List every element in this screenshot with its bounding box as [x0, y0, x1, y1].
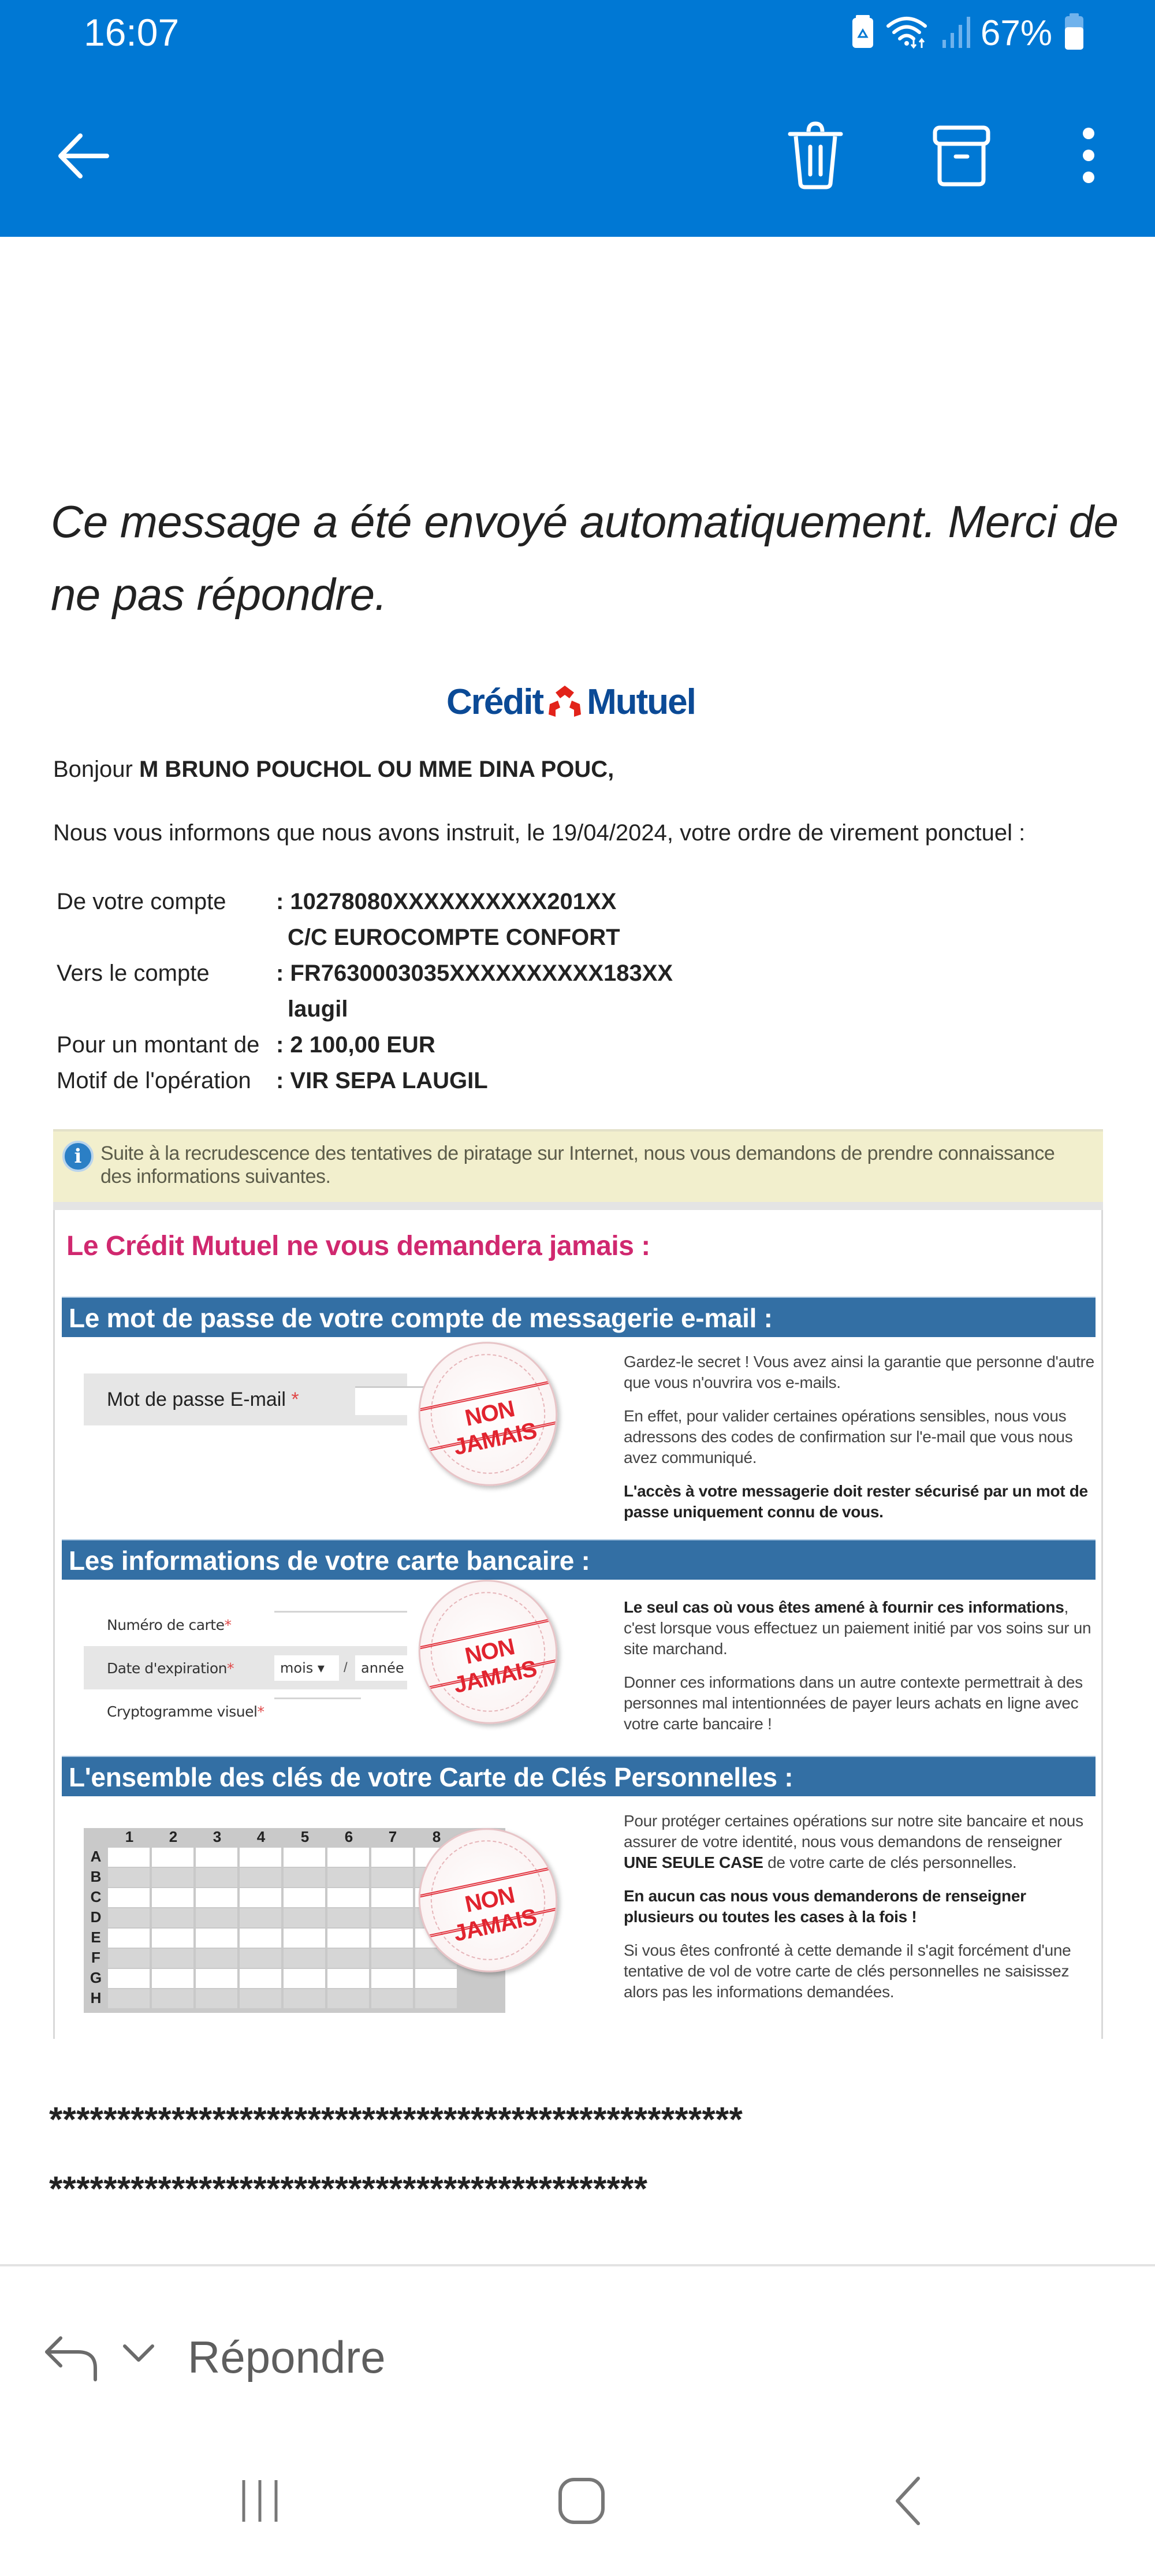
- reply-options-dropdown[interactable]: [121, 2342, 156, 2367]
- grid-cell: [152, 1908, 193, 1927]
- section-text-bank-card: Le seul cas où vous êtes amené à fournir ces informations, c'est lorsque vous effectuez un paiement initié par vos soins sur un site marchand. Donner ces informations dans un autre contexte permettrait à des personnes mal intentionnées de payer leurs achats en ligne avec votre carte bancaire !: [624, 1598, 1091, 1733]
- detail-value: : 10278080XXXXXXXXXX201XX: [276, 889, 617, 914]
- auto-message-notice: Ce message a été envoyé automatiquement. Merci de ne pas répondre.: [51, 496, 1119, 620]
- grid-cell: [327, 1969, 369, 1988]
- grid-column-label: 1: [125, 1828, 134, 1845]
- grid-cell: [371, 1949, 413, 1968]
- grid-row-label: C: [90, 1888, 102, 1905]
- more-vertical-icon: [1077, 124, 1100, 188]
- cvv-input: [274, 1698, 361, 1724]
- grid-cell: [327, 1848, 369, 1867]
- grid-cell: [327, 1908, 369, 1927]
- detail-label: Vers le compte: [57, 961, 210, 986]
- never-ask-title: Le Crédit Mutuel ne vous demandera jamais :: [66, 1231, 650, 1261]
- archive-icon: [933, 124, 990, 188]
- grid-row-label: G: [90, 1969, 102, 1986]
- grid-cell: [152, 1949, 193, 1968]
- grid-cell: [152, 1888, 193, 1907]
- section-heading-key-card: L'ensemble des clés de votre Carte de Clés Personnelles :: [62, 1756, 1096, 1796]
- grid-cell: [327, 1868, 369, 1887]
- grid-cell: [371, 1929, 413, 1948]
- battery-icon: [1063, 13, 1086, 53]
- grid-cell: [196, 1989, 237, 2008]
- detail-value: : FR7630003035XXXXXXXXXX183XX: [276, 961, 673, 986]
- grid-row-label: E: [91, 1929, 101, 1946]
- grid-column-label: 5: [300, 1828, 310, 1845]
- grid-row-label: B: [90, 1868, 102, 1885]
- email-body[interactable]: [0, 237, 1155, 2264]
- detail-sub: C/C EUROCOMPTE CONFORT: [288, 925, 620, 950]
- grid-cell: [371, 1989, 413, 2008]
- detail-label: Pour un montant de: [57, 1032, 260, 1058]
- status-time: 16:07: [84, 11, 180, 54]
- detail-row-from: [57, 884, 673, 920]
- greeting: [53, 757, 614, 783]
- grid-cell: [152, 1929, 193, 1948]
- system-back-button[interactable]: [866, 2460, 947, 2541]
- grid-cell: [196, 1888, 237, 1907]
- greeting-prefix: Bonjour: [53, 757, 133, 782]
- expiry-year-select: année: [355, 1655, 419, 1681]
- notice-text: Suite à la recrudescence des tentatives de piratage sur Internet, nous vous demandons de prendre connaissance des informations suivantes.: [100, 1142, 1055, 1188]
- security-infographic: [53, 1129, 1103, 2039]
- chevron-down-icon: [121, 2342, 156, 2365]
- grid-cell: [240, 1949, 281, 1968]
- grid-cell: [284, 1969, 325, 1988]
- bank-card-form: [84, 1603, 407, 1741]
- grid-cell: [371, 1848, 413, 1867]
- grid-cell: [284, 1989, 325, 2008]
- grid-cell: [196, 1929, 237, 1948]
- system-navigation-bar: [0, 2414, 1155, 2576]
- detail-label: De votre compte: [57, 889, 226, 914]
- email-password-label: Mot de passe E-mail *: [107, 1388, 299, 1410]
- grid-cell: [284, 1949, 325, 1968]
- grid-cell: [152, 1969, 193, 1988]
- reply-icon: [43, 2336, 101, 2382]
- grid-cell: [108, 1949, 150, 1968]
- grid-cell: [371, 1888, 413, 1907]
- separator-asterisks: ********************************************: [49, 2169, 648, 2208]
- delete-button[interactable]: [781, 116, 850, 196]
- battery-percent: 67%: [980, 13, 1052, 53]
- grid-column-label: 8: [432, 1828, 441, 1845]
- cvv-row: Cryptogramme visuel*: [84, 1689, 407, 1733]
- detail-label: Motif de l'opération: [57, 1068, 251, 1093]
- grid-cell: [196, 1848, 237, 1867]
- grid-column-label: 7: [388, 1828, 397, 1845]
- reply-bar: [0, 2264, 1155, 2403]
- grid-cell: [108, 1989, 150, 2008]
- detail-row-amount: [57, 1027, 673, 1063]
- grid-column-label: 3: [213, 1828, 222, 1845]
- section-heading-email-password: Le mot de passe de votre compte de messagerie e-mail :: [62, 1297, 1096, 1337]
- grid-cell: [108, 1888, 150, 1907]
- email-password-input: [355, 1386, 424, 1415]
- logo-triskel-icon: [547, 684, 582, 719]
- grid-cell: [108, 1929, 150, 1948]
- grid-cell: [284, 1868, 325, 1887]
- grid-row-label: D: [90, 1908, 102, 1926]
- back-button[interactable]: [49, 116, 118, 196]
- grid-cell: [108, 1908, 150, 1927]
- grid-cell: [196, 1868, 237, 1887]
- grid-column-label: 2: [169, 1828, 178, 1845]
- expiry-date-row: Date d'expiration* mois ▾ / année: [84, 1646, 407, 1689]
- grid-cell: [152, 1868, 193, 1887]
- grid-row-label: A: [90, 1848, 102, 1865]
- grid-cell: [327, 1929, 369, 1948]
- grid-cell: [196, 1969, 237, 1988]
- arrow-left-icon: [55, 130, 113, 182]
- grid-cell: [196, 1908, 237, 1927]
- security-notice: [53, 1129, 1103, 1210]
- info-icon: i: [62, 1141, 94, 1172]
- grid-cell: [108, 1848, 150, 1867]
- grid-cell: [108, 1969, 150, 1988]
- card-number-input: [274, 1611, 407, 1637]
- credit-mutuel-logo: [446, 679, 695, 725]
- grid-cell: [284, 1908, 325, 1927]
- battery-saver-icon: [851, 15, 874, 51]
- grid-cell: [240, 1868, 281, 1887]
- grid-cell: [240, 1888, 281, 1907]
- non-jamais-stamp: NON JAMAIS: [405, 1329, 571, 1499]
- home-icon: [556, 2475, 608, 2527]
- grid-cell: [371, 1908, 413, 1927]
- app-header: [0, 0, 1155, 237]
- grid-row-label: F: [91, 1949, 100, 1966]
- grid-cell: [196, 1949, 237, 1968]
- logo-text-left: Crédit: [446, 682, 543, 722]
- more-options-button[interactable]: [1054, 116, 1123, 196]
- recent-apps-icon: [237, 2478, 283, 2524]
- transfer-details: [57, 884, 673, 1099]
- archive-button[interactable]: [927, 116, 996, 196]
- expiry-month-select: mois ▾: [274, 1655, 339, 1681]
- grid-cell: [284, 1848, 325, 1867]
- grid-cell: [240, 1848, 281, 1867]
- grid-cell: [327, 1949, 369, 1968]
- reply-label[interactable]: Répondre: [188, 2332, 386, 2383]
- detail-value: : 2 100,00 EUR: [276, 1032, 435, 1058]
- detail-sub: laugil: [288, 996, 348, 1022]
- back-icon: [889, 2475, 924, 2527]
- detail-value: : VIR SEPA LAUGIL: [276, 1068, 488, 1093]
- grid-cell: [327, 1888, 369, 1907]
- grid-cell: [240, 1908, 281, 1927]
- customer-name: M BRUNO POUCHOL OU MME DINA POUC,: [139, 757, 614, 782]
- wifi-icon: [885, 14, 931, 52]
- grid-column-label: 6: [344, 1828, 353, 1845]
- non-jamais-stamp: NON JAMAIS: [405, 1567, 571, 1737]
- grid-cell: [152, 1989, 193, 2008]
- grid-cell: [240, 1969, 281, 1988]
- separator-asterisks: ***************************************************: [49, 2100, 743, 2139]
- section-text-email-password: Gardez-le secret ! Vous avez ainsi la garantie que personne d'autre que vous n'ouvrira vos e-mails. En effet, pour valider certaines opérations sensibles, nous vous adressons des codes de confirmation sur l'e-mail que vous nous avez communiqué. L'accès à votre messagerie doit rester sécurisé par un mot de passe uniquement connu de vous.: [624, 1353, 1094, 1521]
- grid-cell: [240, 1989, 281, 2008]
- grid-cell: [284, 1888, 325, 1907]
- section-text-key-card: Pour protéger certaines opérations sur notre site bancaire et nous assurer de votre identité, nous vous demandons de renseigner UNE SEULE CASE de votre carte de clés personnelles. En aucun cas nous vous demanderons de renseigner plusieurs ou toutes les cases à la fois ! Si vous êtes confronté à cette demande il s'agit forcément d'une tentative de vol de votre carte de clés personnelles ne saisissez alors pas les informations demandées.: [624, 1812, 1083, 2001]
- home-button[interactable]: [541, 2460, 622, 2541]
- trash-icon: [787, 121, 844, 191]
- grid-cell: [327, 1989, 369, 2008]
- grid-cell: [371, 1868, 413, 1887]
- grid-cell: [152, 1848, 193, 1867]
- signal-icon: [941, 14, 970, 52]
- recent-apps-button[interactable]: [219, 2460, 300, 2541]
- logo-text-right: Mutuel: [587, 682, 695, 722]
- grid-column-label: 4: [256, 1828, 266, 1845]
- grid-row-label: H: [90, 1989, 102, 2007]
- grid-cell: [415, 1969, 457, 1988]
- grid-cell: [415, 1989, 457, 2008]
- grid-cell: [284, 1929, 325, 1948]
- grid-cell: [371, 1969, 413, 1988]
- status-icons: [851, 13, 1086, 53]
- email-password-field-row: [84, 1373, 407, 1425]
- section-heading-bank-card: Les informations de votre carte bancaire :: [62, 1539, 1096, 1580]
- card-number-row: Numéro de carte*: [84, 1603, 407, 1646]
- grid-cell: [240, 1929, 281, 1948]
- detail-row-reason: [57, 1063, 673, 1099]
- reply-button[interactable]: [43, 2336, 101, 2385]
- intro-text: Nous vous informons que nous avons instruit, le 19/04/2024, votre ordre de virement ponctuel :: [53, 820, 1026, 846]
- non-jamais-stamp: NON JAMAIS: [405, 1815, 571, 1985]
- detail-row-to: [57, 955, 673, 991]
- grid-cell: [108, 1868, 150, 1887]
